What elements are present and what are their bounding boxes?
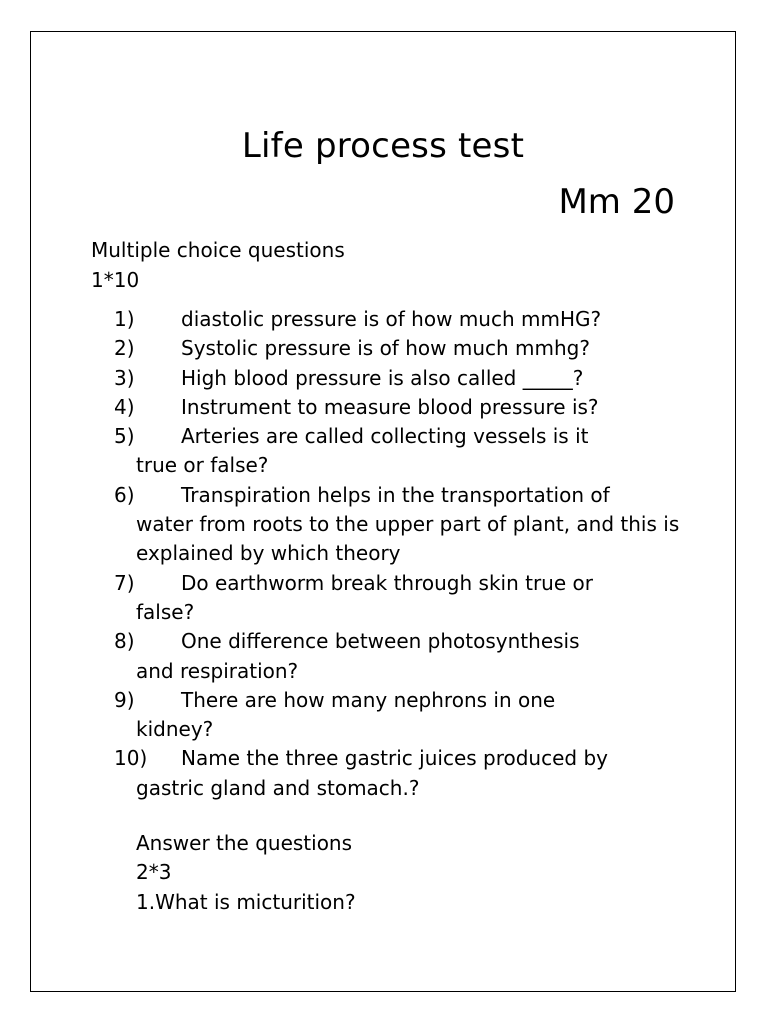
- question-text-line1: High blood pressure is also called _____?: [181, 365, 584, 390]
- question-item: [91, 686, 691, 745]
- mcq-marks-text: 1*10: [91, 268, 140, 292]
- question-text-continuation: gastric gland and stomach.?: [136, 775, 420, 800]
- answer-section-marks: 2*3: [136, 860, 172, 885]
- question-number: 10): [114, 746, 148, 771]
- question-item: [91, 627, 691, 686]
- max-marks: Mm 20: [558, 182, 675, 222]
- question-text-line1: Name the three gastric juices produced by: [181, 746, 608, 771]
- question-number: 7): [114, 570, 135, 595]
- question-item: [91, 481, 691, 569]
- question-text-continuation: false?: [136, 599, 195, 624]
- question-text-continuation: and respiration?: [136, 658, 299, 683]
- question-number: 4): [114, 394, 135, 419]
- question-text-line1: Instrument to measure blood pressure is?: [181, 394, 599, 419]
- question-text-continuation: true or false?: [136, 453, 269, 478]
- question-number: 3): [114, 365, 135, 390]
- question-text-continuation: water from roots to the upper part of plant, and this is explained by which theory: [136, 512, 680, 566]
- question-item: [91, 364, 691, 393]
- question-text-continuation: kidney?: [136, 717, 214, 742]
- question-text-line1: Arteries are called collecting vessels is it: [181, 424, 589, 449]
- question-number: 5): [114, 424, 135, 449]
- mcq-section-heading: [91, 235, 345, 295]
- question-item: [91, 334, 691, 363]
- question-number: 1): [114, 307, 135, 331]
- answer-section: [136, 829, 356, 917]
- question-number: 8): [114, 629, 135, 654]
- question-item: [91, 305, 691, 334]
- question-text-line1: One difference between photosynthesis: [181, 629, 580, 654]
- question-text-line1: Transpiration helps in the transportation of: [181, 482, 610, 507]
- question-number: 6): [114, 482, 135, 507]
- question-item: [91, 393, 691, 422]
- question-text-line1: diastolic pressure is of how much mmHG?: [181, 307, 602, 331]
- question-number: 9): [114, 687, 135, 712]
- mcq-heading-text: Multiple choice questions: [91, 238, 345, 262]
- question-text-line1: Systolic pressure is of how much mmhg?: [181, 336, 590, 361]
- page-title: Life process test: [241, 126, 525, 166]
- question-item: [91, 422, 691, 481]
- question-item: [91, 569, 691, 628]
- mcq-question-list: [91, 305, 691, 803]
- answer-question-1: 1.What is micturition?: [136, 889, 356, 914]
- question-text-line1: There are how many nephrons in one: [181, 687, 556, 712]
- question-item: [91, 744, 691, 803]
- document-page: [30, 31, 736, 992]
- answer-section-heading: Answer the questions: [136, 831, 353, 855]
- question-number: 2): [114, 336, 135, 361]
- question-text-line1: Do earthworm break through skin true or: [181, 570, 593, 595]
